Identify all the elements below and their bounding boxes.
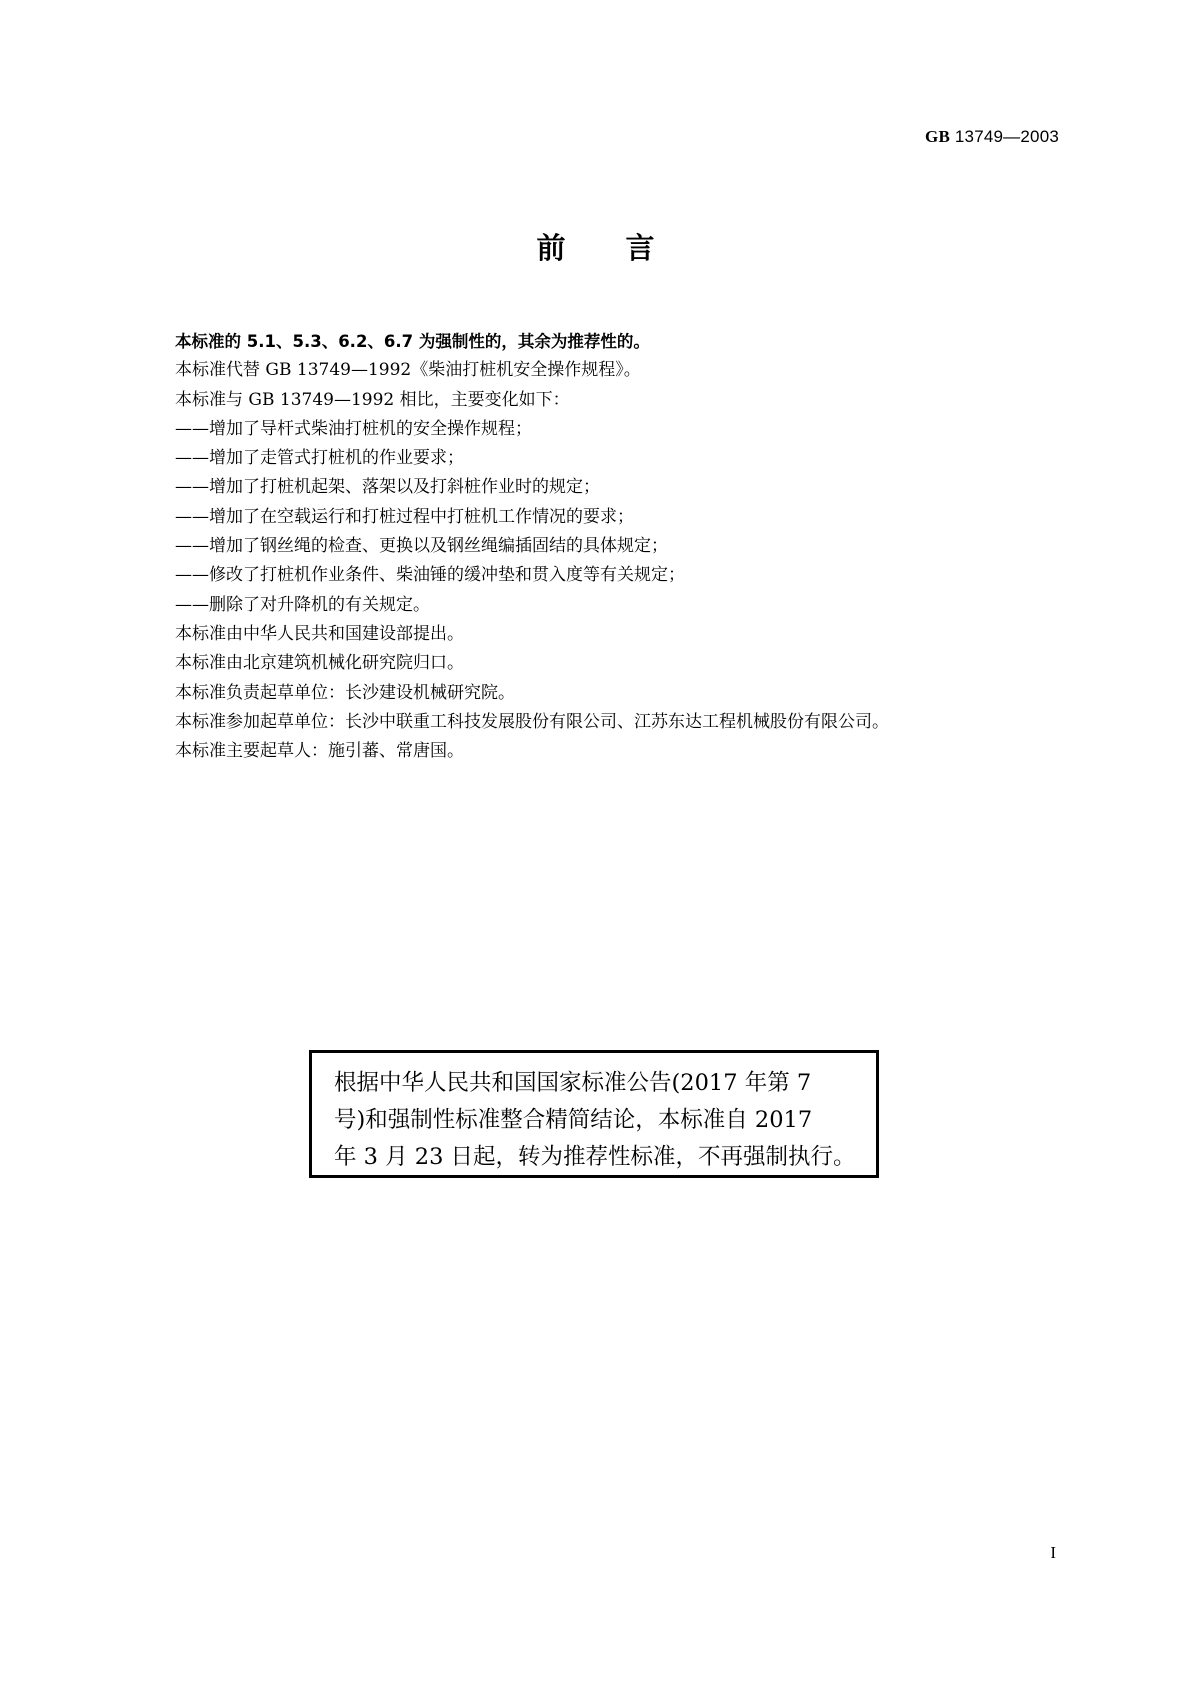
page-title: 前言 — [536, 231, 715, 265]
page-number: I — [1050, 1543, 1056, 1562]
notice-line: 年 3 月 23 日起，转为推荐性标准，不再强制执行。 — [334, 1144, 856, 1170]
list-item: ——删除了对升降机的有关规定。 — [175, 594, 430, 615]
paragraph-proposer: 本标准由中华人民共和国建设部提出。 — [175, 623, 464, 644]
list-item: ——增加了走管式打桩机的作业要求； — [175, 448, 464, 469]
paragraph-replaces: 本标准代替 GB 13749—1992《柴油打桩机安全操作规程》。 — [175, 360, 641, 381]
paragraph-mandatory-clauses: 本标准的 5.1、5.3、6.2、6.7 为强制性的，其余为推荐性的。 — [175, 332, 650, 351]
paragraph-centralized: 本标准由北京建筑机械化研究院归口。 — [175, 653, 464, 674]
list-item: ——修改了打桩机作业条件、柴油锤的缓冲垫和贯入度等有关规定； — [175, 565, 685, 586]
paragraph-drafting-unit: 本标准负责起草单位：长沙建设机械研究院。 — [175, 682, 515, 703]
list-item: ——增加了钢丝绳的检查、更换以及钢丝绳编插固结的具体规定； — [175, 536, 668, 557]
foreword-body — [175, 327, 1055, 766]
standard-code-number: 13749—2003 — [949, 127, 1059, 146]
list-item: ——增加了导杆式柴油打桩机的安全操作规程； — [175, 418, 532, 439]
notice-line: 根据中华人民共和国国家标准公告(2017 年第 7 — [334, 1070, 812, 1096]
notice-line: 号)和强制性标准整合精简结论，本标准自 2017 — [334, 1107, 813, 1133]
paragraph-changes-intro: 本标准与 GB 13749—1992 相比，主要变化如下： — [175, 389, 570, 410]
list-item: ——增加了打桩机起架、落架以及打斜桩作业时的规定； — [175, 477, 600, 498]
list-item: ——增加了在空载运行和打桩过程中打桩机工作情况的要求； — [175, 506, 634, 527]
paragraph-drafters: 本标准主要起草人：施引蕃、常唐国。 — [175, 741, 464, 762]
standard-code — [925, 127, 1059, 147]
notice-box — [309, 1050, 879, 1178]
paragraph-participating-units: 本标准参加起草单位：长沙中联重工科技发展股份有限公司、江苏东达工程机械股份有限公司。 — [175, 711, 889, 732]
standard-code-prefix: GB — [925, 127, 950, 146]
